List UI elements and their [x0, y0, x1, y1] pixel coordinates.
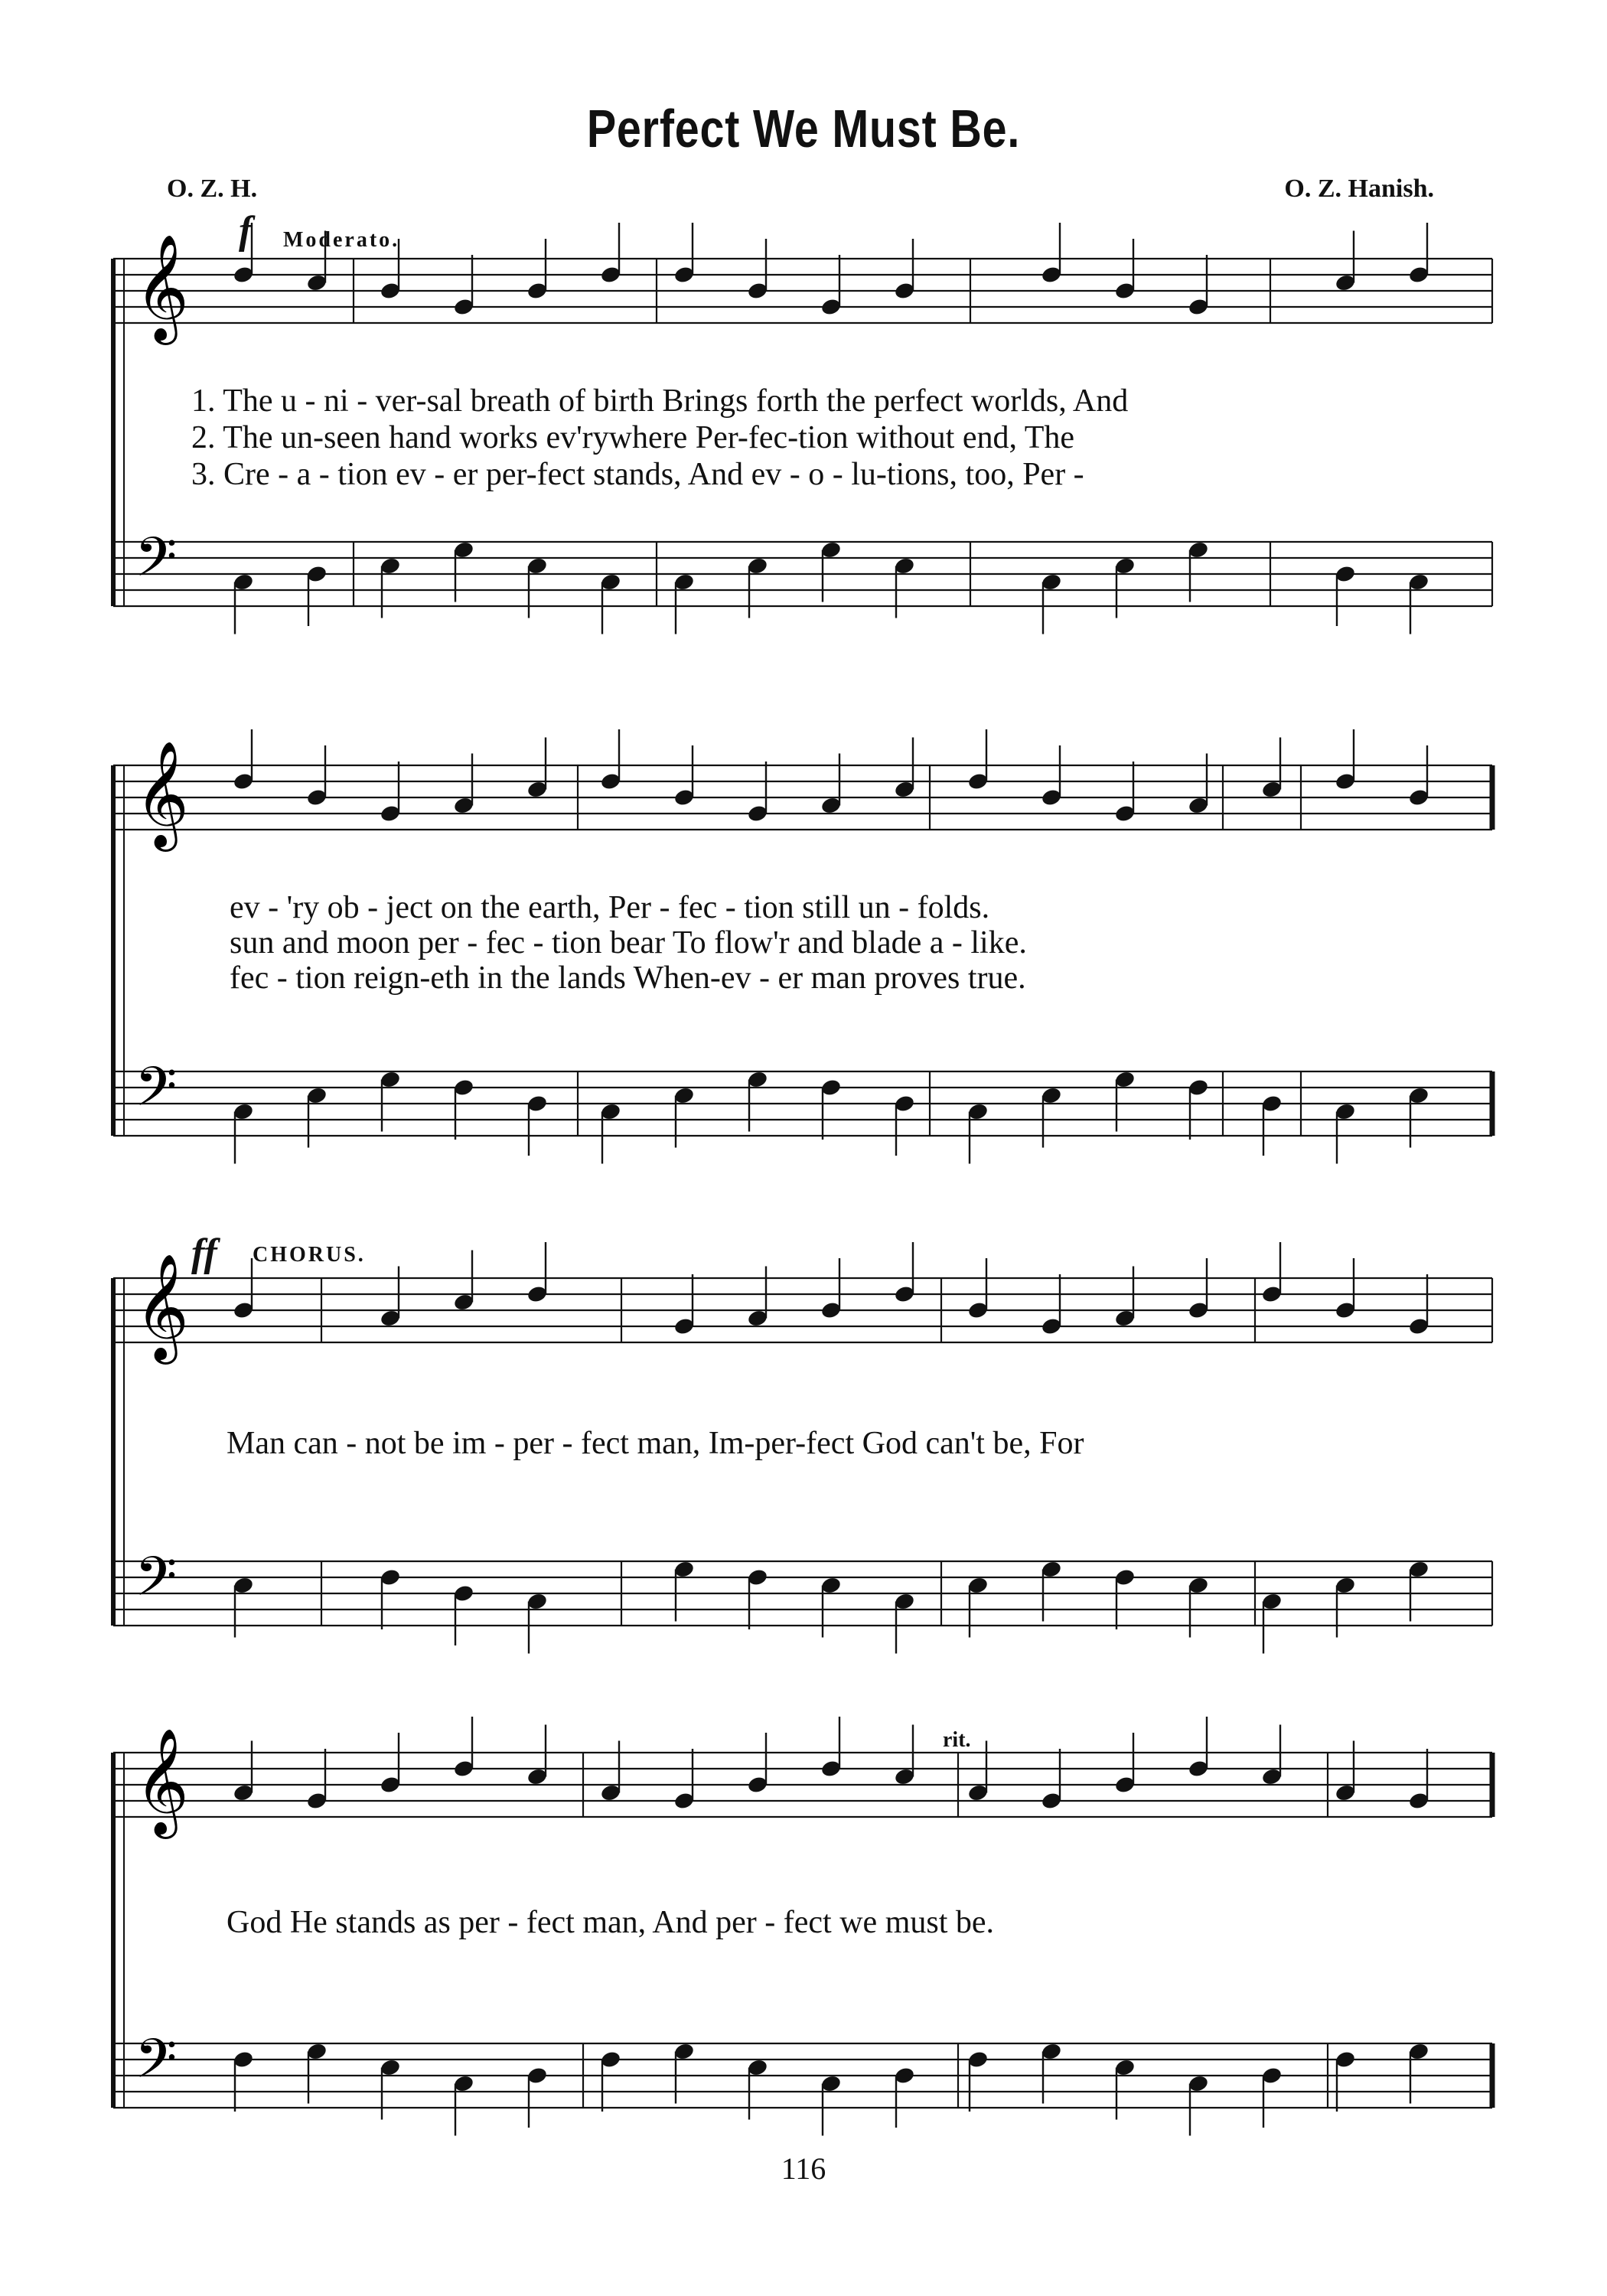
chorus-line-1: Man can - not be im - per - fect man, Im-per-fect God can't be, For [227, 1426, 1084, 1461]
ritardando-marking: rit. [943, 1728, 971, 1752]
verse-1-line-2: ev - 'ry ob - ject on the earth, Per - fec - tion still un - folds. [230, 890, 990, 925]
dynamic-marking-chorus: ff [191, 1231, 217, 1275]
note-heads [233, 223, 1430, 2136]
verse-3-line-1: 3. Cre - a - tion ev - er per-fect stands, And ev - o - lu-tions, too, Per - [191, 457, 1084, 492]
bass-clef-icon: 𝄢 [135, 2027, 178, 2104]
page-number: 116 [781, 2151, 826, 2186]
dynamic-marking-verse: f [239, 209, 253, 253]
verse-3-line-2: fec - tion reign-eth in the lands When-ev - er man proves true. [230, 960, 1026, 996]
verse-2-line-1: 2. The un-seen hand works ev'rywhere Per-fec-tion without end, The [191, 420, 1074, 455]
treble-clef-icon: 𝄞 [135, 1254, 189, 1360]
treble-clef-icon: 𝄞 [135, 1728, 189, 1835]
bass-clef-icon: 𝄢 [135, 1545, 178, 1622]
treble-clef-icon: 𝄞 [135, 741, 189, 847]
tempo-marking: Moderato. [283, 228, 400, 252]
verse-1-line-1: 1. The u - ni - ver-sal breath of birth Brings forth the perfect worlds, And [191, 383, 1129, 419]
verse-2-line-2: sun and moon per - fec - tion bear To flow'r and blade a - like. [230, 925, 1027, 960]
chorus-label: CHORUS. [253, 1243, 366, 1267]
treble-clef-icon: 𝄞 [135, 234, 189, 341]
bass-clef-icon: 𝄢 [135, 526, 178, 602]
page-title: Perfect We Must Be. [586, 99, 1021, 158]
chorus-line-2: God He stands as per - fect man, And per - fect we must be. [227, 1905, 995, 1940]
lyricist-credit: O. Z. H. [167, 174, 258, 203]
composer-credit: O. Z. Hanish. [1284, 174, 1434, 203]
staff-systems [113, 234, 1492, 2108]
bass-clef-icon: 𝄢 [135, 1055, 178, 1132]
